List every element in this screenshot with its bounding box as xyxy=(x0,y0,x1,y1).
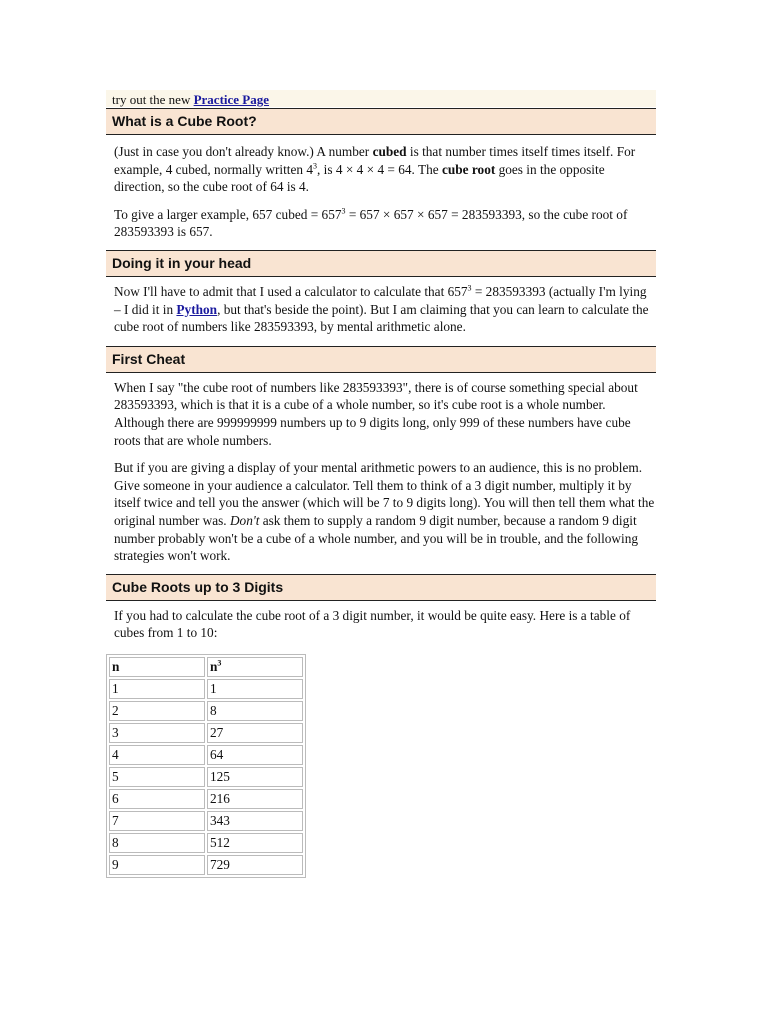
cell-n: 5 xyxy=(109,767,205,787)
cell-cube: 512 xyxy=(207,833,303,853)
cell-cube: 64 xyxy=(207,745,303,765)
paragraph-calculator: Now I'll have to admit that I used a calculator to calculate that $657^3 = 283593393$ (actually I'm lying – I did it in Python, but that's beside the point). But I am claiming that you can learn to calculate the cube root of numbers like 283593393, by mental arithmetic alone. xyxy=(114,283,649,335)
table-row xyxy=(109,767,303,787)
table-row xyxy=(109,789,303,809)
table-row xyxy=(109,745,303,765)
column-header-n: n xyxy=(109,657,205,677)
paragraph-table-intro: If you had to calculate the cube root of a 3 digit number, it would be quite easy. Here is a table of cubes from 1 to 10: xyxy=(114,607,631,641)
section-heading-cube-root: What is a Cube Root? xyxy=(106,108,656,135)
paragraph-larger-example: To give a larger example, 657 cubed = $657^3 = 657 \times 657 \times 657 = 283593393$, so the cube root of 283593393 is 657. xyxy=(114,206,628,240)
cell-n: 7 xyxy=(109,811,205,831)
cell-cube: 216 xyxy=(207,789,303,809)
section-heading-three-digits: Cube Roots up to 3 Digits xyxy=(106,574,656,601)
paragraph-cube-definition: (Just in case you don't already know.) A number cubed is that number times itself times itself. For example, 4 cubed, normally written $4^3$, is 4 × 4 × 4 = 64. The cube root goes in the opposite direction, so the cube root of 64 is 4. xyxy=(114,144,636,195)
cell-n: 2 xyxy=(109,701,205,721)
section-heading-first-cheat: First Cheat xyxy=(106,346,656,373)
table-row xyxy=(109,855,303,875)
practice-banner xyxy=(106,90,656,107)
cell-cube: 27 xyxy=(207,723,303,743)
section-heading-in-your-head: Doing it in your head xyxy=(106,250,656,277)
cell-cube: 729 xyxy=(207,855,303,875)
banner-text: try out the new xyxy=(112,92,194,107)
cell-n: 8 xyxy=(109,833,205,853)
python-link[interactable]: Python xyxy=(176,301,218,317)
cell-n: 6 xyxy=(109,789,205,809)
table-row xyxy=(109,833,303,853)
cell-n: 9 xyxy=(109,855,205,875)
table-row xyxy=(109,811,303,831)
cell-cube: 343 xyxy=(207,811,303,831)
cell-n: 4 xyxy=(109,745,205,765)
cell-cube: 125 xyxy=(207,767,303,787)
cell-n: 1 xyxy=(109,679,205,699)
practice-page-link[interactable]: Practice Page xyxy=(193,92,270,107)
cubes-table xyxy=(106,654,306,878)
table-row xyxy=(109,701,303,721)
table-header-row xyxy=(109,657,303,677)
table-row xyxy=(109,723,303,743)
paragraph-whole-number-cubes: When I say "the cube root of numbers like 283593393", there is of course something special about 283593393, which is that it is a cube of a whole number, so it's cube root is a whole number. Although there are 999999999 numbers up to 9 digits long, only 999 of these numbers have cube roots that are whole numbers. xyxy=(114,379,638,448)
table-row xyxy=(109,679,303,699)
cell-cube: 8 xyxy=(207,701,303,721)
article xyxy=(106,90,656,642)
cell-cube: 1 xyxy=(207,679,303,699)
paragraph-audience-display: But if you are giving a display of your mental arithmetic powers to an audience, this is no problem. Give someone in your audience a calculator. Tell them to think of a 3 digit number, multiply it by itself twice and tell you the answer (which will be 7 to 9 digits long). You will then tell them what the original number was. Don't ask them to supply a random 9 digit number, because a random 9 digit number probably won't be a cube of a whole number, and you will be in trouble, and the following strategies won't work. xyxy=(114,460,655,564)
column-header-n-cubed: $n^3$ xyxy=(207,657,303,677)
cell-n: 3 xyxy=(109,723,205,743)
